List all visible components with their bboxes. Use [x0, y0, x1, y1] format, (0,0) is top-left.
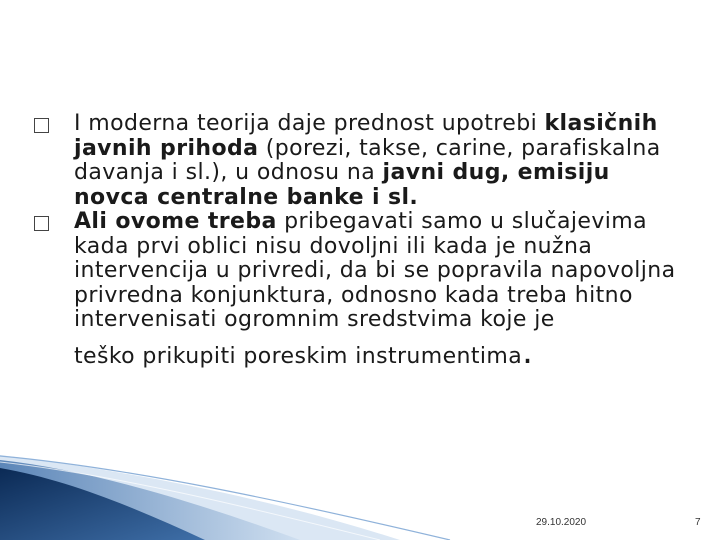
paragraph-2-final-period: .	[522, 331, 534, 372]
paragraph-2-seg-1: Ali ovome treba	[74, 209, 277, 234]
slide-number: 7	[695, 517, 701, 528]
paragraph-1-seg-4: javni dug, emisiju novca centralne banke i sl.	[74, 160, 610, 210]
paragraph-2-last-text: teško prikupiti poreskim instrumentima	[74, 343, 523, 369]
footer-date: 29.10.2020	[536, 517, 587, 528]
paragraph-1-seg-1: I moderna teorija daje prednost upotrebi	[74, 111, 545, 136]
paragraph-1-seg-2: klasičnih javnih prihoda	[74, 111, 658, 161]
paragraph-2-seg-2: pribegavati samo u slučajevima kada prvi oblici nisu dovoljni ili kada je nužna intervencija u privredi, da bi se popravila napovoljna privredna konjunktura, odnosno kada treba hitno intervenisati ogromnim sredstvima koje je	[74, 209, 676, 332]
paragraph-1-seg-3: (porezi, takse, carine, parafiskalna davanja i sl.), u odnosu na	[74, 135, 661, 185]
